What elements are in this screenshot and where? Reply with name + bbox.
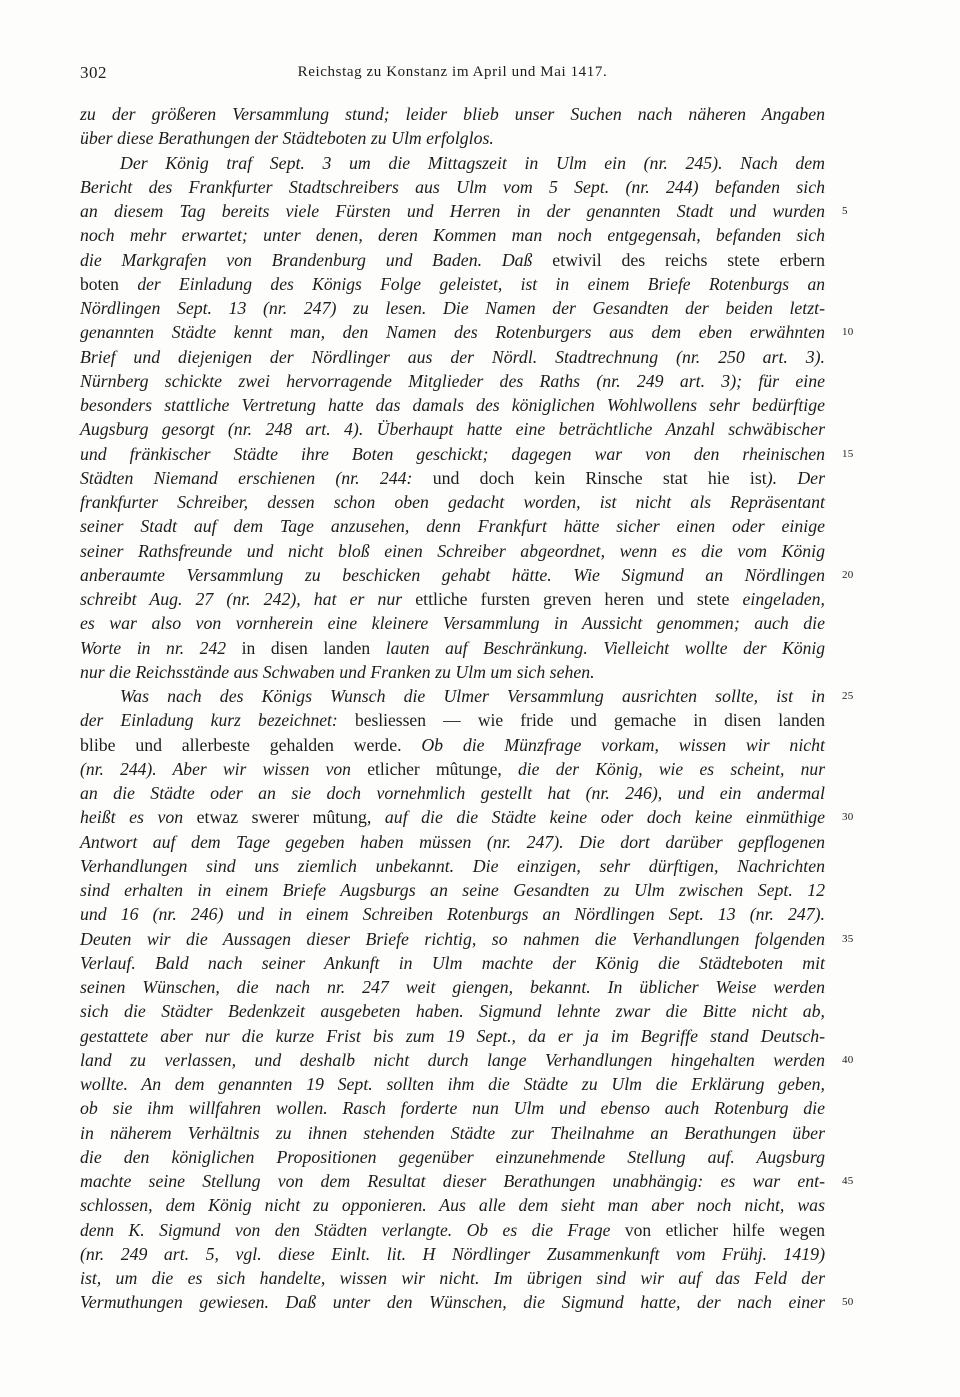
quoted-source-text: ettliche fursten greven heren und stete xyxy=(415,589,743,609)
page-number: 302 xyxy=(80,63,107,82)
italic-text-segment: Augsburg gesorgt (nr. 248 art. 4). Überhaupt hatte eine beträchtliche Anzahl schwäbischer xyxy=(80,419,825,440)
italic-text-segment: Worte in nr. 242 xyxy=(80,637,242,658)
italic-text-segment: auf die die Städte keine oder doch keine einmüthige xyxy=(384,807,825,828)
text-line xyxy=(80,1242,825,1266)
text-line xyxy=(80,878,825,902)
text-line xyxy=(80,1072,825,1096)
text-line xyxy=(80,975,825,999)
text-line xyxy=(80,1121,825,1145)
text-line xyxy=(80,636,825,660)
italic-text-segment: (nr. 249 art. 5, vgl. diese Einlt. lit. H Nördlinger Zusammenkunft vom Frühj. 1419) xyxy=(80,1243,825,1264)
italic-text-segment: Antwort auf dem Tage gegeben haben müssen (nr. 247). Die dort darüber gepflogenen xyxy=(80,831,825,852)
italic-text-segment: Brief und diejenigen der Nördlinger aus der Nördl. Stadtrechnung (nr. 250 art. 3). xyxy=(80,346,825,367)
text-line xyxy=(80,951,825,975)
italic-text-segment: sind erhalten in einem Briefe Augsburgs an seine Gesandten zu Ulm zwischen Sept. 12 xyxy=(80,880,825,900)
italic-text-segment: machte seine Stellung von dem Resultat dieser Berathungen unabhängig: es war ent- xyxy=(80,1171,825,1191)
italic-text-segment: denn K. Sigmund von den Städten verlangte. Ob es die Frage xyxy=(80,1219,625,1240)
italic-text-segment: es war also von vornherein eine kleinere Versammlung in Aussicht genommen; auch die xyxy=(80,613,825,634)
italic-text-segment: wollte. An dem genannten 19 Sept. sollten ihm die Städte zu Ulm die Erklärung geben, xyxy=(80,1074,825,1094)
text-line xyxy=(80,296,825,320)
quoted-source-text: etlicher mûtunge, xyxy=(367,758,519,779)
margin-line-number: 10 xyxy=(842,326,854,339)
text-line xyxy=(80,660,825,684)
margin-line-number: 40 xyxy=(842,1053,854,1066)
italic-text-segment: nur die Reichsstände aus Schwaben und Franken zu Ulm um sich sehen. xyxy=(80,661,595,682)
text-line xyxy=(80,490,825,514)
quoted-source-text: besliessen — wie fride und gemache in disen landen xyxy=(354,710,825,731)
italic-text-segment: Deuten wir die Aussagen dieser Briefe richtig, so nahmen die Verhandlungen folgenden xyxy=(80,928,825,949)
italic-text-segment: und fränkischer Städte ihre Boten geschickt; dagegen war von den rheinischen xyxy=(80,443,825,464)
italic-text-segment: heißt es von xyxy=(80,807,197,828)
text-line xyxy=(80,830,825,854)
text-line xyxy=(80,587,825,611)
italic-text-segment: besonders stattliche Vertretung hatte das damals des königlichen Wohlwollens sehr bedürftige xyxy=(80,395,825,415)
text-line xyxy=(80,345,825,369)
margin-line-number: 30 xyxy=(842,811,854,824)
italic-text-segment: noch mehr erwartet; unter denen, deren Kommen man noch entgegensah, befanden sich xyxy=(80,225,825,246)
text-line xyxy=(80,902,825,926)
text-line xyxy=(80,126,825,150)
text-line xyxy=(80,102,825,126)
text-line xyxy=(80,1024,825,1048)
italic-text-segment: Städten Niemand erschienen (nr. 244: xyxy=(80,467,433,488)
italic-text-segment: Bericht des Frankfurter Stadtschreibers aus Ulm vom 5 Sept. (nr. 244) befanden sich xyxy=(80,176,825,197)
text-line xyxy=(80,733,825,757)
quoted-source-text: etwivil des reichs stete erbern xyxy=(552,249,825,270)
quoted-source-text: von etlicher hilfe wegen xyxy=(624,1219,826,1240)
italic-text-segment: (nr. 244). Aber wir wissen von xyxy=(80,758,368,779)
text-line xyxy=(80,199,848,223)
text-line xyxy=(80,1096,825,1120)
quoted-source-text: in disen landen xyxy=(241,637,386,658)
italic-text-segment: und 16 (nr. 246) und in einem Schreiben Rotenburgs an Nördlingen Sept. 13 (nr. 247). xyxy=(80,904,825,925)
italic-text-segment: frankfurter Schreiber, dessen schon oben gedacht worden, ist nicht als Repräsentant xyxy=(80,492,825,512)
text-line xyxy=(80,781,825,805)
text-line xyxy=(80,611,825,635)
text-line xyxy=(80,708,825,732)
italic-text-segment: land zu verlassen, und deshalb nicht durch lange Verhandlungen hingehalten werden xyxy=(80,1049,825,1070)
quoted-source-text: blibe und allerbeste gehalden werde. xyxy=(80,734,422,755)
text-line xyxy=(80,1169,854,1193)
text-line xyxy=(80,684,854,708)
italic-text-segment: Was nach des Königs Wunsch die Ulmer Versammlung ausrichten sollte, ist in xyxy=(120,686,825,706)
italic-text-segment: anberaumte Versammlung zu beschicken gehabt hätte. Wie Sigmund an Nördlingen xyxy=(80,564,825,585)
text-line xyxy=(80,369,825,393)
text-line xyxy=(80,1218,825,1242)
text-line xyxy=(80,539,825,563)
italic-text-segment: an die Städte oder an sie doch vornehmlich gestellt hat (nr. 246), und ein andermal xyxy=(80,783,825,803)
margin-line-number: 5 xyxy=(842,205,848,217)
text-line xyxy=(80,393,825,417)
italic-text-segment: seiner Rathsfreunde und nicht bloß einen Schreiber abgeordnet, wenn es die vom König xyxy=(80,540,825,561)
margin-line-number: 35 xyxy=(842,932,854,945)
italic-text-segment: die der König, wie es scheint, nur xyxy=(518,758,826,779)
margin-line-number: 20 xyxy=(842,568,854,581)
text-line xyxy=(80,1290,854,1314)
italic-text-segment: schreibt Aug. 27 (nr. 242), hat er nur xyxy=(80,589,416,609)
italic-text-segment: seinen Wünschen, die nach nr. 247 weit giengen, bekannt. In üblicher Weise werden xyxy=(80,977,825,997)
quoted-source-text: boten xyxy=(80,273,138,294)
italic-text-segment: Vermuthungen gewiesen. Daß unter den Wünschen, die Sigmund hatte, der nach einer xyxy=(80,1292,825,1313)
italic-text-segment: seiner Stadt auf dem Tage anzusehen, denn Frankfurt hätte sicher einen oder einige xyxy=(80,516,825,537)
body-text xyxy=(80,102,854,1315)
italic-text-segment: Nürnberg schickte zwei hervorragende Mitglieder des Raths (nr. 249 art. 3); für eine xyxy=(80,370,825,391)
text-line xyxy=(80,854,825,878)
italic-text-segment: eingeladen, xyxy=(742,589,825,609)
margin-line-number: 45 xyxy=(842,1175,854,1187)
quoted-source-text: und doch kein Rinsche stat hie ist xyxy=(432,467,767,488)
text-line xyxy=(80,1048,854,1072)
text-line xyxy=(80,442,854,466)
italic-text-segment: ist, um die es sich handelte, wissen wir nicht. Im übrigen sind wir auf das Feld der xyxy=(80,1268,825,1288)
text-line xyxy=(80,151,825,175)
italic-text-segment: über diese Berathungen der Städteboten zu Ulm erfolglos. xyxy=(80,128,494,149)
text-line xyxy=(80,248,825,272)
italic-text-segment: der Einladung des Königs Folge geleistet, ist in einem Briefe Rotenburgs an xyxy=(137,273,825,294)
text-line xyxy=(80,563,854,587)
text-line xyxy=(80,1193,825,1217)
italic-text-segment: gestattete aber nur die kurze Frist bis zum 19 Sept., da er ja im Begriffe stand Deutsch- xyxy=(80,1025,825,1046)
running-head xyxy=(80,63,825,87)
italic-text-segment: genannten Städte kennt man, den Namen des Rotenburgers aus dem eben erwähnten xyxy=(80,322,825,343)
text-line xyxy=(80,466,825,490)
quoted-source-text: etwaz swerer mûtung, xyxy=(196,807,385,828)
text-line xyxy=(80,927,854,951)
text-line xyxy=(80,999,825,1023)
italic-text-segment: Nördlingen Sept. 13 (nr. 247) zu lesen. Die Namen der Gesandten der beiden letzt- xyxy=(80,298,825,318)
text-line xyxy=(80,1145,825,1169)
text-line xyxy=(80,757,825,781)
italic-text-segment: ob sie ihm willfahren wollen. Rasch forderte nun Ulm und ebenso auch Rotenburg die xyxy=(80,1098,825,1119)
italic-text-segment: lauten auf Beschränkung. Vielleicht wollte der König xyxy=(385,637,825,658)
text-line xyxy=(80,175,825,199)
margin-line-number: 25 xyxy=(842,690,854,702)
text-line xyxy=(80,320,854,344)
italic-text-segment: Der König traf Sept. 3 um die Mittagszeit in Ulm ein (nr. 245). Nach dem xyxy=(120,152,825,173)
italic-text-segment: der Einladung kurz bezeichnet: xyxy=(80,710,355,731)
italic-text-segment: sich die Städter Bedenkzeit ausgebeten haben. Sigmund lehnte zwar die Bitte nicht ab, xyxy=(80,1001,825,1022)
text-line xyxy=(80,272,825,296)
italic-text-segment: in näherem Verhältnis zu ihnen stehenden Städte zur Theilnahme an Berathungen über xyxy=(80,1122,825,1143)
text-line xyxy=(80,805,854,829)
italic-text-segment: Ob die Münzfrage vorkam, wissen wir nicht xyxy=(421,734,825,755)
italic-text-segment: Verlauf. Bald nach seiner Ankunft in Ulm machte der König die Städteboten mit xyxy=(80,952,825,973)
text-line xyxy=(80,417,825,441)
italic-text-segment: die Markgrafen von Brandenburg und Baden. Daß xyxy=(80,249,553,270)
running-title: Reichstag zu Konstanz im April und Mai 1417. xyxy=(297,64,608,80)
text-line xyxy=(80,1266,825,1290)
margin-line-number: 15 xyxy=(842,447,854,460)
italic-text-segment: zu der größeren Versammlung stund; leider blieb unser Suchen nach näheren Angaben xyxy=(80,104,825,124)
text-line xyxy=(80,223,825,247)
italic-text-segment: schlossen, dem König nicht zu opponieren. Aus alle dem sieht man aber noch nicht, was xyxy=(80,1195,825,1216)
italic-text-segment: ). Der xyxy=(766,467,825,488)
italic-text-segment: Verhandlungen sind uns ziemlich unbekannt. Die einzigen, sehr dürftigen, Nachrichten xyxy=(80,855,825,876)
italic-text-segment: die den königlichen Propositionen gegenüber einzunehmende Stellung auf. Augsburg xyxy=(80,1146,825,1167)
text-line xyxy=(80,514,825,538)
margin-line-number: 50 xyxy=(842,1296,854,1309)
italic-text-segment: an diesem Tag bereits viele Fürsten und Herren in der genannten Stadt und wurden xyxy=(80,201,825,221)
